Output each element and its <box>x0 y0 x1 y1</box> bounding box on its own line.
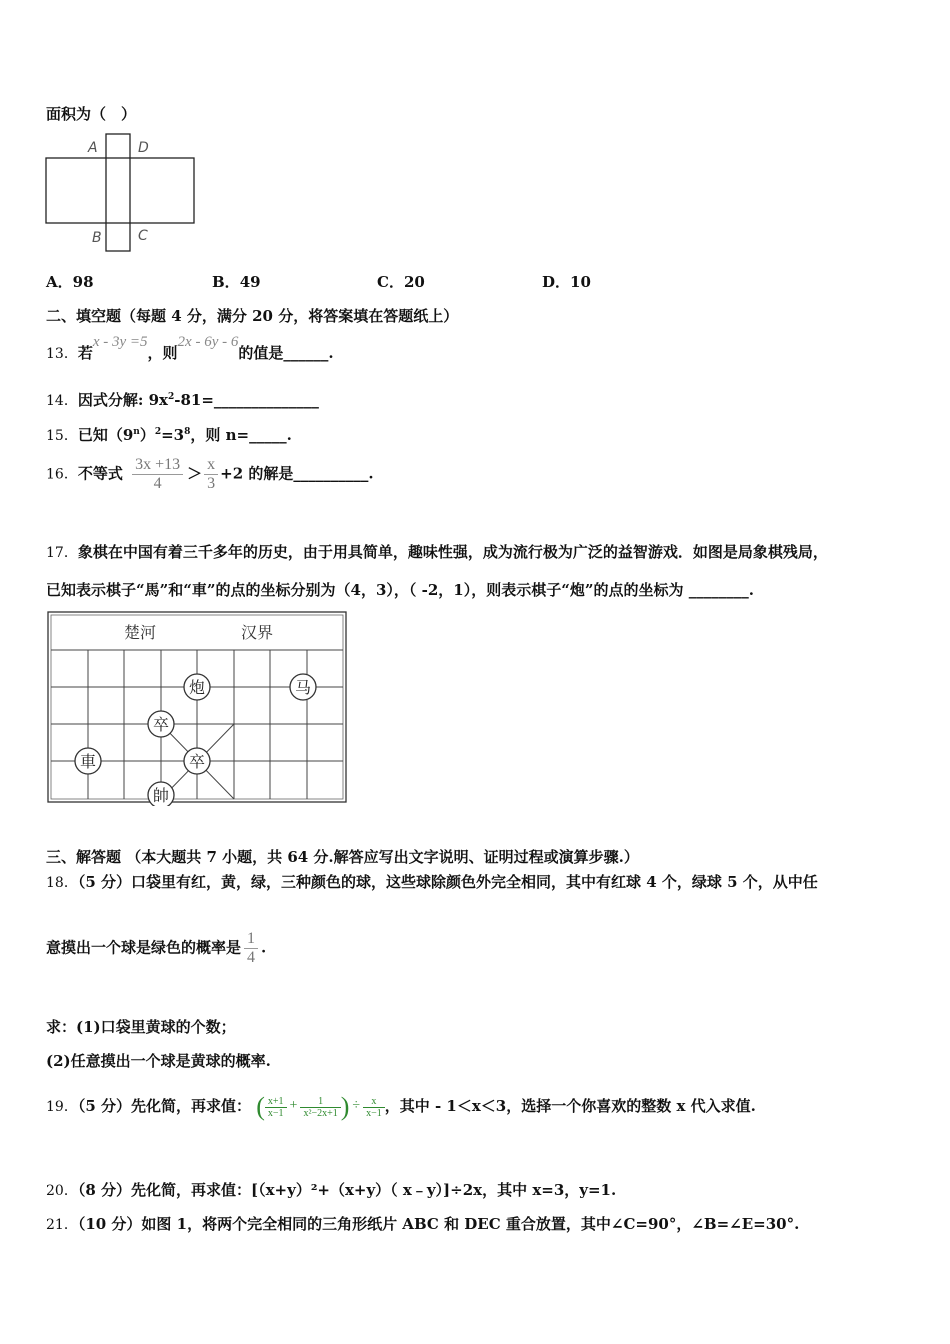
question-16: 16．不等式 $\frac{3x +13}{4}$ ＞ $\frac{x}{3}$ +2 的解是__________. <box>46 456 374 492</box>
svg-text:卒: 卒 <box>188 752 206 771</box>
question-18-line-2: 意摸出一个球是绿色的概率是 $\frac{1}{4}$ . <box>46 930 267 966</box>
svg-text:卒: 卒 <box>152 715 170 734</box>
option-d: D．10 <box>542 273 591 291</box>
fraction-1: $\frac{3x +13}{4}$ <box>132 456 183 493</box>
svg-text:马: 马 <box>294 678 312 697</box>
section-3-title: 三、解答题 （本大题共 7 小题，共 64 分.解答应写出文字说明、证明过程或演算步骤.） <box>46 848 639 866</box>
section-2-title: 二、填空题（每题 4 分，满分 20 分，将答案填在答题纸上） <box>46 307 459 325</box>
question-18-ask-2: (2)任意摸出一个球是黄球的概率. <box>46 1052 271 1070</box>
river-right: 汉界 <box>241 623 274 642</box>
label-d: D <box>138 140 149 156</box>
option-b: B．49 <box>212 273 261 291</box>
expression-image: ( $\frac{x+1}{x-1}$ + $\frac{1}{\text{x²−2x+1}}$ ) ÷ $\frac{x}{x-1}$ <box>256 1092 385 1122</box>
fraction-2: $\frac{x}{3}$ <box>204 456 218 493</box>
chess-board-figure <box>46 610 350 806</box>
vertical-rectangle <box>106 134 130 251</box>
question-15: 15．已知$(9^n)^2=3^8$，则 n=_____. <box>46 426 292 444</box>
cross-net-figure <box>40 130 210 260</box>
svg-text:車: 車 <box>79 752 97 771</box>
question-18-line-1: 18．（5 分）口袋里有红，黄，绿，三种颜色的球，这些球除颜色外完全相同，其中有红球 4 个，绿球 5 个，从中任 <box>46 873 818 891</box>
piece-ma <box>290 674 316 700</box>
q12-text: 面积为（ ） <box>46 105 137 123</box>
option-a: A．98 <box>46 273 94 291</box>
svg-text:帥: 帥 <box>152 786 170 805</box>
question-17-line-2: 已知表示棋子“馬”和“車”的点的坐标分别为（4，3），（ -2，1），则表示棋子“炮”的点的坐标为 ________. <box>46 581 754 599</box>
piece-pao <box>184 674 210 700</box>
probability-fraction: $\frac{1}{4}$ <box>244 930 258 967</box>
piece-shuai <box>148 782 174 806</box>
question-14: 14．因式分解: $9x^2-81=\_\_\_\_\_\_\_\_\_\_\_\_\_\_$ <box>46 391 319 409</box>
piece-zu-1 <box>148 711 174 737</box>
label-a: A <box>88 140 98 156</box>
label-c: C <box>138 228 148 244</box>
question-13: 13．若x - 3y =5，则2x - 6y - 6的值是______. <box>46 334 334 362</box>
question-17-line-1: 17．象棋在中国有着三千多年的历史，由于用具简单，趣味性强，成为流行极为广泛的益智游戏．如图是局象棋残局， <box>46 543 828 561</box>
svg-text:炮: 炮 <box>188 678 206 697</box>
river-left: 楚河 <box>124 623 157 642</box>
piece-zu-2 <box>184 748 210 774</box>
label-b: B <box>92 230 102 246</box>
question-20: 20．（8 分）先化简，再求值：[（x+y）²+（x+y）（ x﹣y）]÷2x，其中 x=3，y=1. <box>46 1181 617 1199</box>
horizontal-rectangle <box>46 158 194 223</box>
option-c: C．20 <box>377 273 425 291</box>
question-18-ask-1: 求：(1)口袋里黄球的个数； <box>46 1018 236 1036</box>
question-21: 21．（10 分）如图 1，将两个完全相同的三角形纸片 ABC 和 DEC 重合放置，其中∠C=90°，∠B=∠E=30°. <box>46 1215 800 1233</box>
question-19: 19．（5 分）先化简，再求值： ( $\frac{x+1}{x-1}$ + $\frac{1}{\text{x²−2x+1}}$ ) ÷ $\frac{x}{x-1}$ ，其中 - 1＜x＜3，选择一个你喜欢的整数 x 代入求值. <box>46 1092 756 1121</box>
piece-che <box>75 748 101 774</box>
